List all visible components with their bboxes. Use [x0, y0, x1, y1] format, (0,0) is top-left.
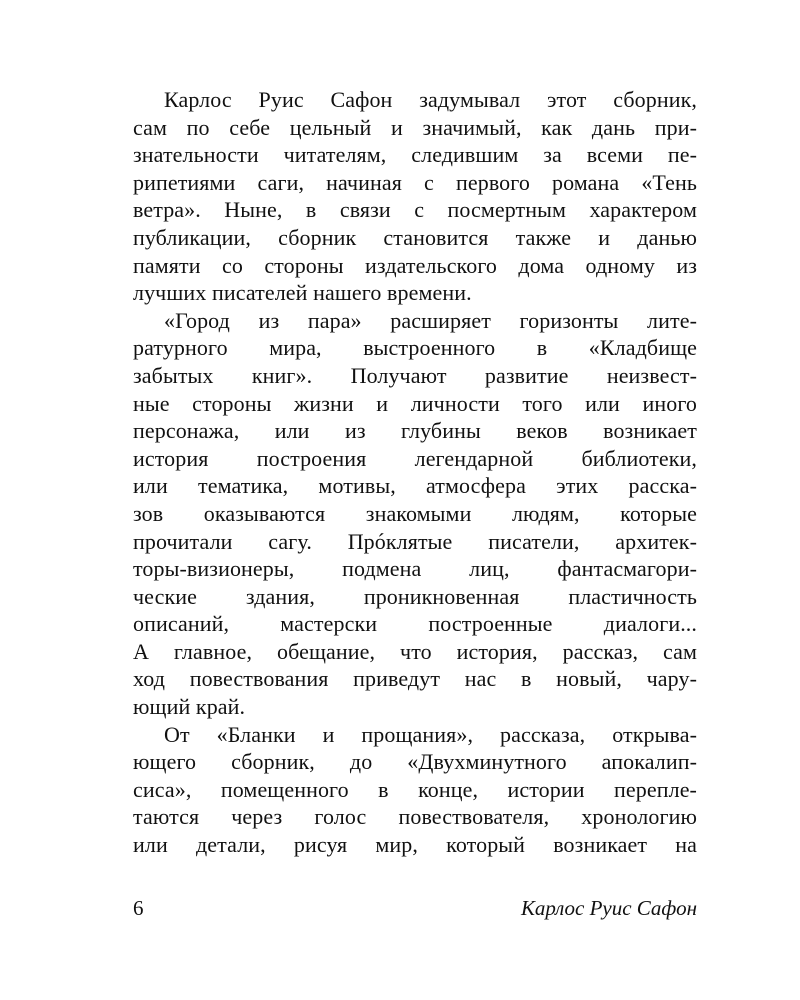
text-line: ход повествования приведут нас в новый, чару- — [133, 666, 697, 692]
text-line: или детали, рисуя мир, который возникает на — [133, 832, 697, 858]
paragraph-1 — [133, 86, 697, 307]
text-line: или тематика, мотивы, атмосфера этих расска- — [133, 473, 697, 499]
page-number: 6 — [133, 896, 144, 920]
text-line: памяти со стороны издательского дома одному из — [133, 252, 697, 278]
text-line: описаний, мастерски построенные диалоги... — [133, 611, 697, 637]
text-line: персонажа, или из глубины веков возникает — [133, 418, 697, 444]
paragraph-2 — [133, 307, 697, 721]
text-line: таются через голос повествователя, хронологию — [133, 804, 697, 830]
text-line: лучших писателей нашего времени. — [133, 280, 472, 306]
text-line: ветра». Ныне, в связи с посмертным характером — [133, 197, 697, 223]
text-line: публикации, сборник становится также и данью — [133, 224, 697, 250]
body-text — [133, 86, 697, 859]
text-line: торы-визионеры, подмена лиц, фантасмагори- — [133, 556, 697, 582]
text-line: история построения легендарной библиотеки, — [133, 445, 697, 471]
text-line: знательности читателям, следившим за всеми пе- — [133, 142, 697, 168]
running-head-author: Карлос Руис Сафон — [520, 896, 697, 920]
text-line: А главное, обещание, что история, рассказ, сам — [133, 638, 697, 664]
text-line: прочитали сагу. Прóклятые писатели, архитек- — [133, 528, 697, 554]
text-line: ные стороны жизни и личности того или иного — [133, 390, 697, 416]
text-line: забытых книг». Получают развитие неизвест- — [133, 362, 697, 388]
text-line: рипетиями саги, начиная с первого романа «Тень — [133, 169, 697, 195]
text-line: ющего сборник, до «Двухминутного апокалип- — [133, 749, 697, 775]
text-line: Карлос Руис Сафон задумывал этот сборник, — [164, 87, 697, 112]
page-footer — [133, 893, 697, 923]
paragraph-3 — [133, 721, 697, 859]
text-line: «Город из пара» расширяет горизонты лите- — [164, 307, 697, 333]
text-line: сиса», помещенного в конце, истории перепле- — [133, 776, 697, 802]
text-line: сам по себе цельный и значимый, как дань при- — [133, 114, 697, 140]
text-line: ратурного мира, выстроенного в «Кладбище — [133, 335, 697, 361]
text-line: От «Бланки и прощания», рассказа, открыва- — [164, 721, 697, 747]
text-line: ющий край. — [133, 694, 246, 720]
text-line: ческие здания, проникновенная пластичность — [133, 583, 697, 609]
text-line: зов оказываются знакомыми людям, которые — [133, 500, 697, 526]
